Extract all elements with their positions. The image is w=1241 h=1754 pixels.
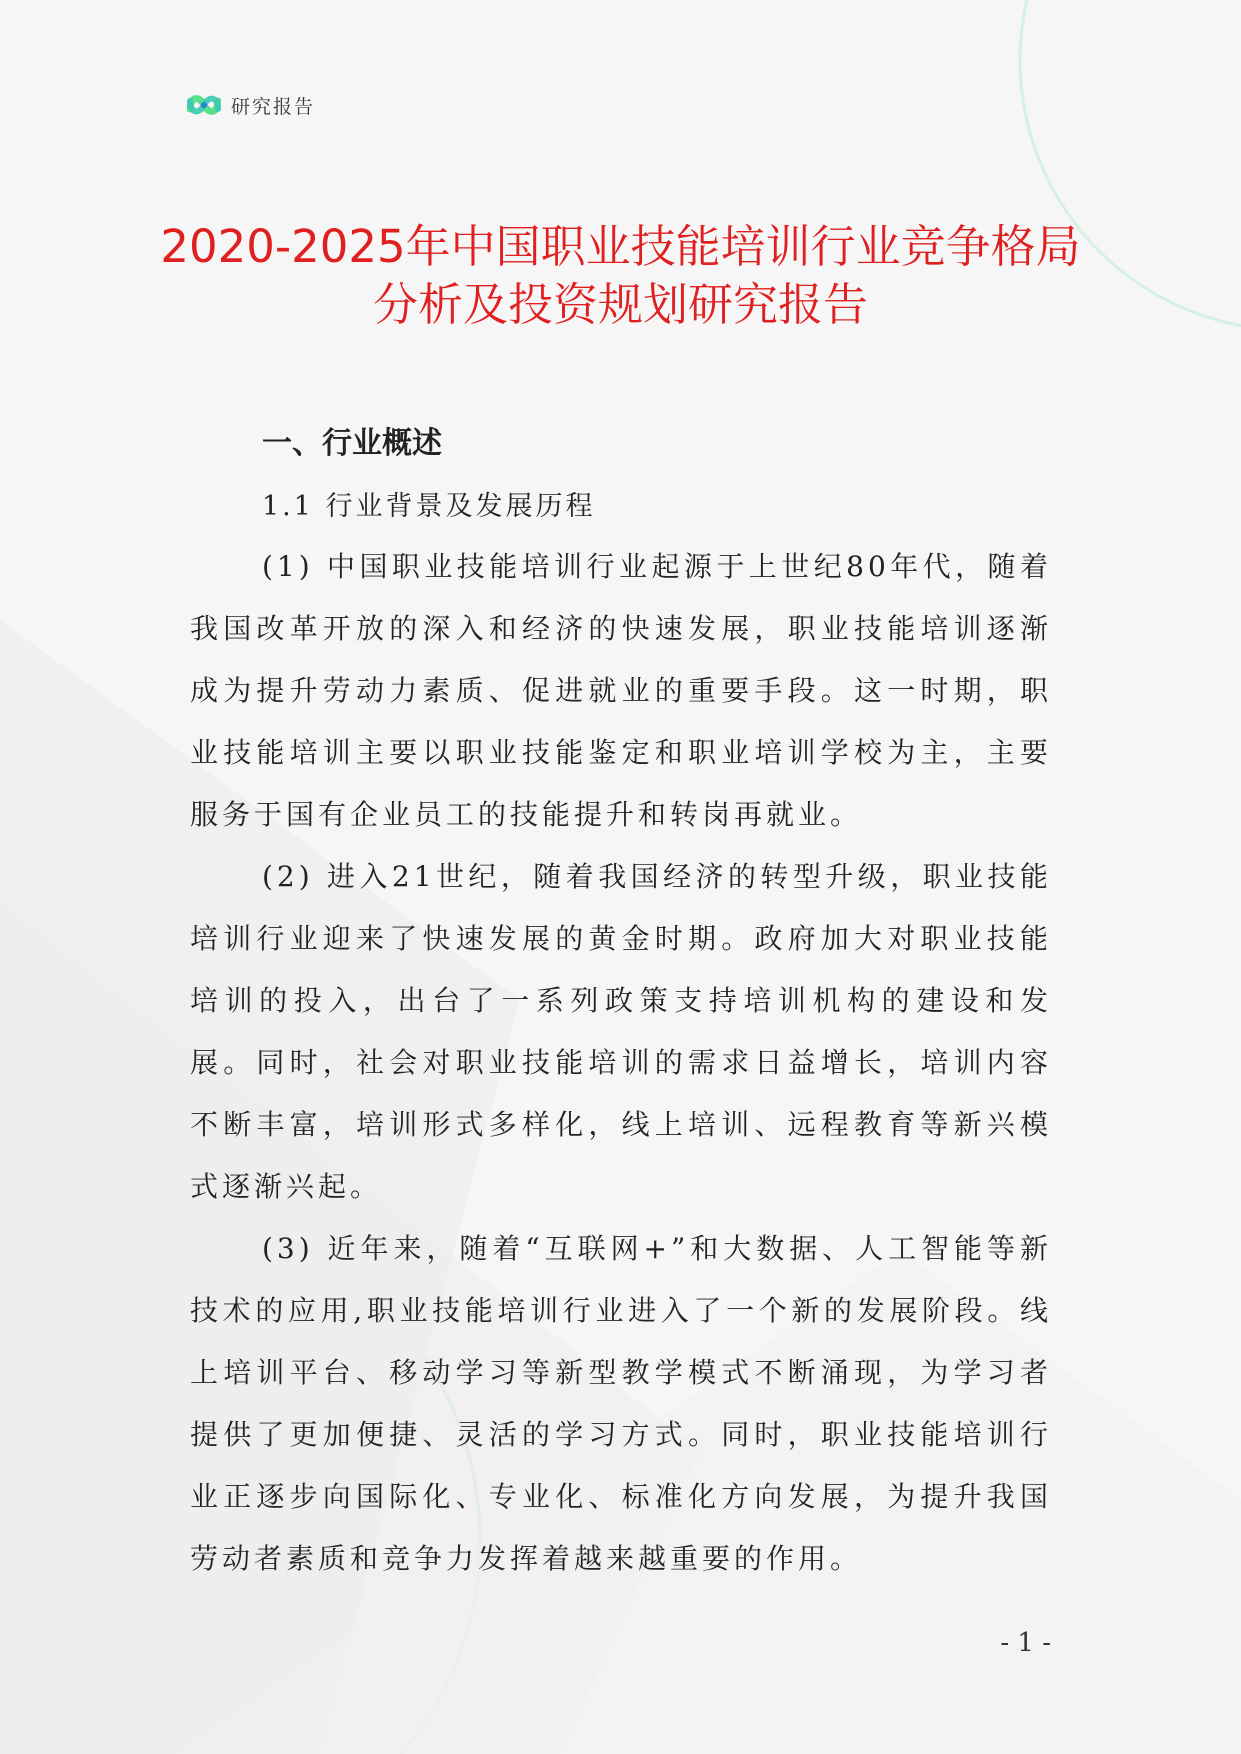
section-heading: 一、行业概述 — [262, 426, 442, 461]
brand-logo-icon — [187, 89, 221, 121]
section-subheading: 1.1 行业背景及发展历程 — [262, 491, 596, 522]
body-text — [190, 536, 1052, 1590]
paragraph-3: (3) 近年来，随着“互联网+”和大数据、人工智能等新技术的应用,职业技能培训行业进入了一个新的发展阶段。线上培训平台、移动学习等新型教学模式不断涌现，为学习者提供了更加便捷、灵活的学习方式。同时，职业技能培训行业正逐步向国际化、专业化、标准化方向发展，为提升我国劳动者素质和竞争力发挥着越来越重要的作用。 — [190, 1232, 1052, 1575]
report-header — [187, 88, 315, 122]
paragraph-1: (1) 中国职业技能培训行业起源于上世纪80年代，随着我国改革开放的深入和经济的快速发展，职业技能培训逐渐成为提升劳动力素质、促进就业的重要手段。这一时期，职业技能培训主要以职业技能鉴定和职业培训学校为主，主要服务于国有企业员工的技能提升和转岗再就业。 — [190, 550, 1052, 831]
report-title: 2020-2025年中国职业技能培训行业竞争格局分析及投资规划研究报告 — [160, 220, 1081, 331]
header-label: 研究报告 — [231, 95, 316, 118]
paragraph-2: (2) 进入21世纪，随着我国经济的转型升级，职业技能培训行业迎来了快速发展的黄金时期。政府加大对职业技能培训的投入，出台了一系列政策支持培训机构的建设和发展。同时，社会对职业技能培训的需求日益增长，培训内容不断丰富，培训形式多样化，线上培训、远程教育等新兴模式逐渐兴起。 — [190, 860, 1052, 1203]
page-number: - 1 - — [1000, 1628, 1051, 1658]
